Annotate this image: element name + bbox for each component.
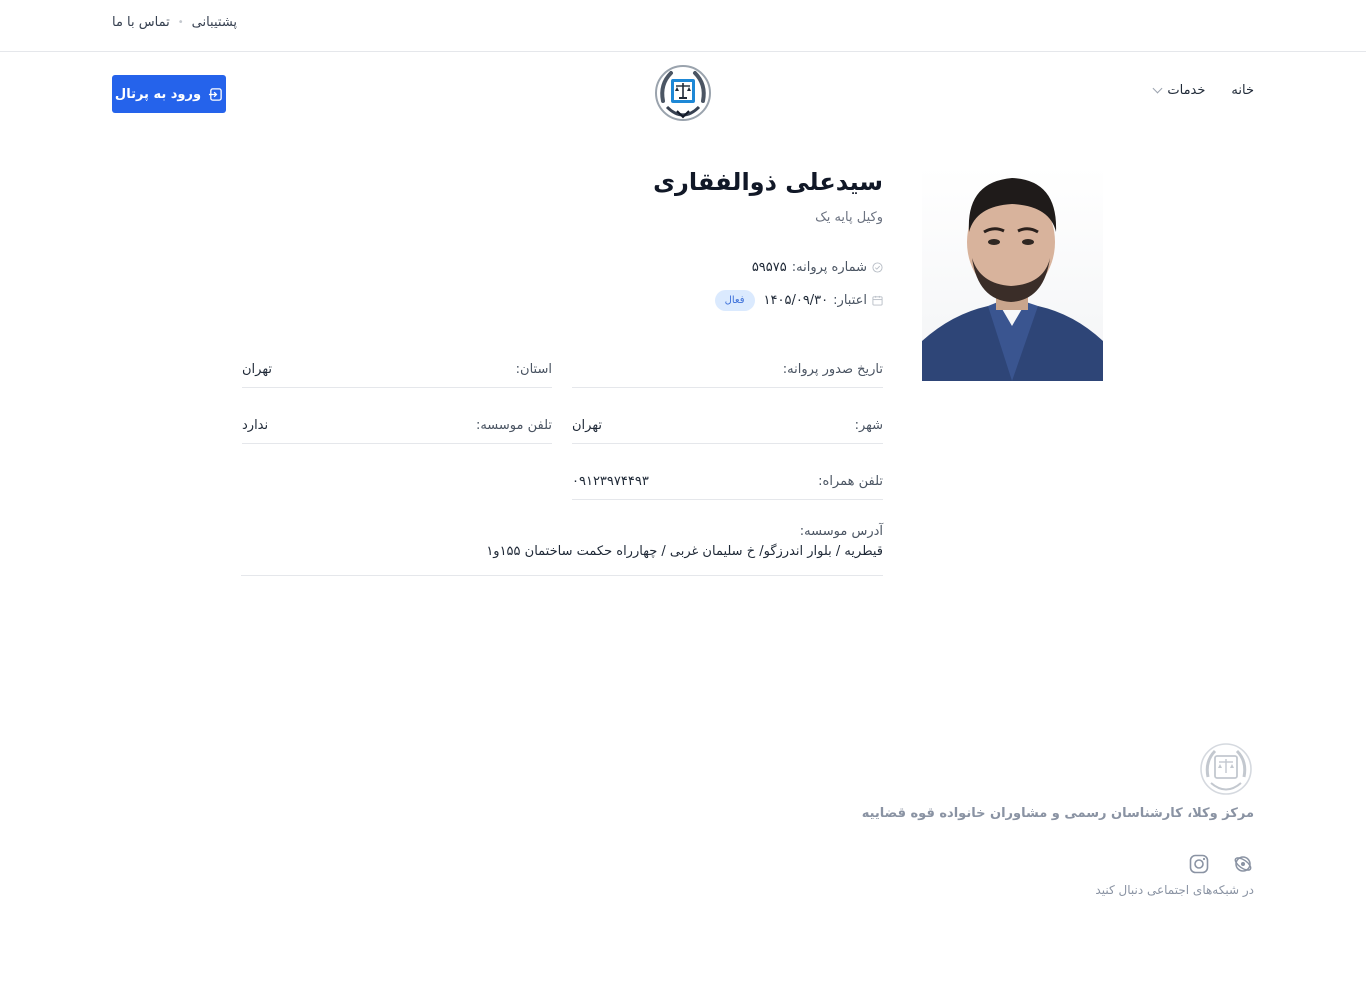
social-links [1188,853,1254,875]
province-label: استان: [515,362,552,377]
portal-login-label: ورود به پرتال [114,86,202,102]
nav-home[interactable]: خانه [1231,83,1254,98]
license-number: ۵۹۵۷۵ [751,260,787,275]
field-mobile [572,468,883,500]
mobile-value: ۰۹۱۲۳۹۷۴۴۹۳ [572,474,649,489]
nav-services-label: خدمات [1167,83,1206,98]
license-row [752,260,883,275]
validity-label: اعتبار: [833,293,867,308]
top-links [112,15,237,30]
portal-login-button[interactable] [112,75,226,113]
city-label: شهر: [854,418,883,433]
judiciary-emblem-footer-icon [1199,742,1253,798]
footer-title: مرکز وکلا، کارشناسان رسمی و مشاوران خانواده قوه قضاییه [861,806,1254,821]
province-value: تهران [242,362,272,377]
validity-date: ۱۴۰۵/۰۹/۳۰ [763,293,829,308]
judiciary-emblem-icon[interactable] [653,63,713,125]
institute-phone-value: ندارد [242,418,269,433]
contact-us-link[interactable]: تماس با ما [112,15,170,30]
city-value: تهران [572,418,602,433]
field-province [242,356,552,388]
main-header [0,52,1366,136]
top-bar [0,0,1366,52]
field-city [572,412,883,444]
lawyer-photo [922,166,1103,381]
validity-row [715,290,883,311]
separator-dot: • [177,17,184,28]
lawyer-name: سیدعلی ذوالفقاری [653,168,883,196]
eitaa-icon[interactable] [1232,853,1254,875]
support-link[interactable]: پشتیبانی [191,15,238,30]
address-value: قیطریه / بلوار اندرزگو/ خ سلیمان غربی / چهارراه حکمت ساختمان ۱۵۵و۱ [486,544,883,559]
check-circle-icon [872,262,883,273]
address-label: آدرس موسسه: [799,524,883,539]
instagram-icon[interactable] [1188,853,1210,875]
status-badge: فعال [715,290,755,311]
main-nav [1154,83,1254,98]
mobile-label: تلفن همراه: [818,474,883,489]
nav-services[interactable] [1154,83,1205,98]
field-issue-date [572,356,883,388]
issue-date-label: تاریخ صدور پروانه: [782,362,883,377]
lawyer-role: وکیل پایه یک [815,210,883,225]
calendar-icon [872,295,883,306]
institute-phone-label: تلفن موسسه: [475,418,552,433]
license-label: شماره پروانه: [791,260,867,275]
social-follow-text: در شبکه‌های اجتماعی دنبال کنید [1095,883,1254,897]
login-icon [208,87,223,102]
field-institute-phone [242,412,552,444]
field-address [241,524,883,576]
chevron-down-icon [1153,84,1163,94]
